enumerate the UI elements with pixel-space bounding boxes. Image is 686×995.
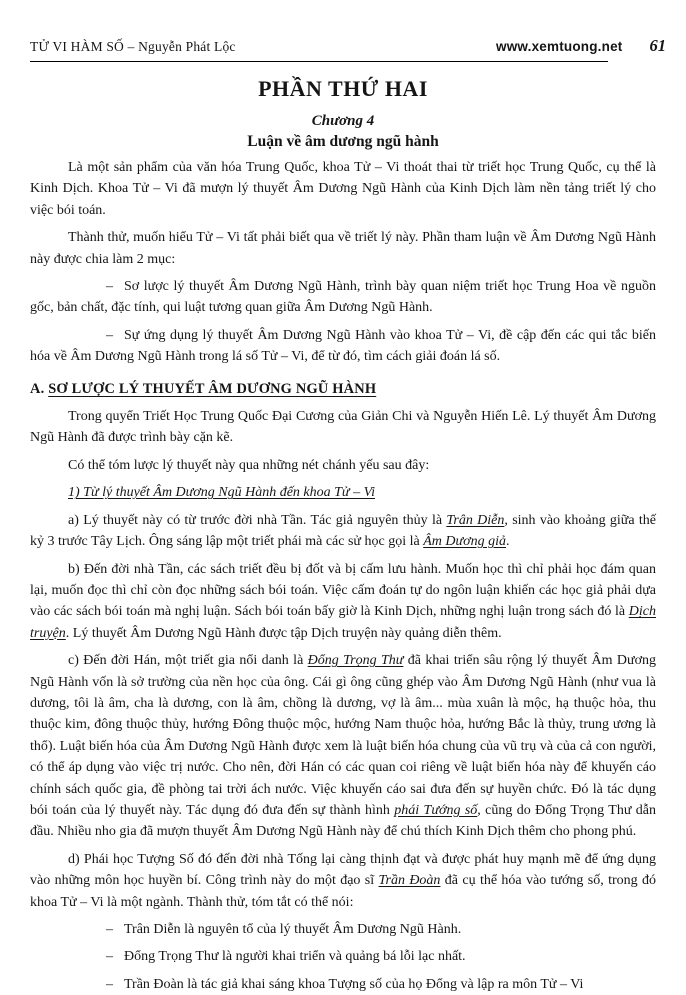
- text-segment: Dịch truyện: [30, 604, 656, 641]
- text-segment: , cũng do Đổng Trọng Thư dẫn đầu. Nhiều nho gia đã mượn thuyết Âm Dương Ngũ Hành này để chú thích Kinh Dịch thêm cho phong phú.: [30, 802, 657, 840]
- text-segment: đã khai triển sâu rộng lý thuyết Âm Dương Ngũ Hành vốn là sở trường của nền học của ông. Cái gì ông cũng ghép vào Âm Dương Ngũ Hành (như vua là dương, tôi là âm, cha là dương, con là âm, chồng là dương, vợ là âm... mùa xuân là mộc, hạ thuộc hỏa, thu thuộc kim, đông thuộc thủy, hướng Đông thuộc mộc, hướng Nam thuộc hỏa, hướng Bắc là thủy, trung ương là thổ). Luật biến hóa của Âm Dương Ngũ Hành được xem là luật biến hóa chung của vũ trụ và của cả con người, có thể áp dụng vào việc trị nước. Cho nên, đời Hán có các quan coi riêng về luật biến hóa này để khuyến cáo chính sách quốc gia, đề phòng tai trời ách nước. Việc khuyến cáo sai đưa đến sự huyền chức. Đó là tác dụng bói toán của lý thuyết này. Tác dụng đó đưa đến sự thành hình: [30, 653, 657, 818]
- text-segment: b) Đến đời nhà Tần, các sách triết đều bị đốt và bị cấm lưu hành. Muốn học thì chỉ phải học đám quan lại, muốn đọc thì chỉ còn đọc những sách bói toán. Việc cấm đoán tự do ngôn luận khiến các học giả phải dựa vào các sách bói toán mà nghị luận. Sách bói toán bấy giờ là Kinh Dịch, những nghị luận trong sách đó là: [30, 561, 656, 620]
- page-content: [30, 72, 656, 995]
- text-segment: , sinh vào khoảng giữa thế kỷ 3 trước Tây Lịch. Ông sáng lập một triết phái mà các sử học gọi là: [30, 512, 657, 550]
- paragraph-point-b: [30, 559, 656, 645]
- text-segment: SƠ LƯỢC LÝ THUYẾT ÂM DƯƠNG NGŨ HÀNH: [48, 380, 377, 397]
- text-segment: Âm Dương giả: [423, 534, 506, 550]
- header-right-group: [496, 36, 666, 56]
- paragraph-point-d: [30, 849, 656, 913]
- text-segment: phái Tướng số: [394, 802, 478, 818]
- text-segment: Trong quyển Triết Học Trung Quốc Đại Cương của Giản Chi và Nguyễn Hiến Lê. Lý thuyết Âm Dương Ngũ Hành đã được trình bày cặn kẽ.: [30, 409, 656, 446]
- text-segment: Đổng Trọng Thư: [307, 653, 404, 669]
- chapter-label: Chương 4: [311, 113, 375, 129]
- bullet-summary-2: [30, 946, 656, 967]
- part-title: PHẦN THỨ HAI: [258, 76, 428, 101]
- page-number: 61: [649, 36, 666, 55]
- text-segment: đã cụ thể hóa vào tướng số, trong đó khoa Tử – Vi là một ngành. Thành thử, tóm tắt có thể nói:: [30, 873, 656, 910]
- bullet-summary-3: [30, 974, 656, 995]
- text-segment: Trần Đoàn: [378, 873, 441, 889]
- text-segment: .: [506, 534, 510, 550]
- paragraph-a-1: [30, 406, 656, 449]
- body-text: [30, 157, 656, 995]
- text-segment: Là một sản phẩm của văn hóa Trung Quốc, khoa Tử – Vi thoát thai từ triết học Trung Quốc, cụ thể là Kinh Dịch. Khoa Tử – Vi đã mượn lý thuyết Âm Dương Ngũ Hành của Kinh Dịch làm nền tảng triết lý cho việc bói toán.: [30, 160, 656, 218]
- bullet-dash: –: [106, 949, 113, 965]
- text-segment: c) Đến đời Hán, một triết gia nổi danh là: [68, 653, 308, 669]
- bullet-dash: –: [106, 327, 113, 343]
- book-title: TỬ VI HÀM SỐ – Nguyễn Phát Lộc: [30, 39, 236, 54]
- text-segment: Trần Đoàn là tác giả khai sáng khoa Tượng số của họ Đổng và lập ra môn Tử – Vi: [124, 976, 584, 992]
- text-segment: 1) Từ lý thuyết Âm Dương Ngũ Hành đến khoa Tử – Vi: [68, 485, 375, 501]
- text-segment: Sự ứng dụng lý thuyết Âm Dương Ngũ Hành vào khoa Tử – Vi, đề cập đến các qui tắc biến hóa về Âm Dương Ngũ Hành trong lá số Tử – Vi, để từ đó, tìm cách giải đoán lá số.: [30, 327, 656, 365]
- subsection-heading-1: [30, 482, 656, 503]
- text-segment: d) Phái học Tượng Số đó đến đời nhà Tống lại càng thịnh đạt và được phát huy mạnh mẽ để ứng dụng vào những môn học huyền bí. Công trình này do một đạo sĩ: [30, 851, 656, 889]
- text-segment: . Lý thuyết Âm Dương Ngũ Hành được tập Dịch truyện này quảng diễn thêm.: [65, 625, 502, 641]
- paragraph-intro-2: [30, 227, 656, 270]
- website-url: www.xemtuong.net: [496, 39, 623, 54]
- paragraph-point-a: [30, 510, 656, 553]
- chapter-title: Luận về âm dương ngũ hành: [247, 133, 439, 150]
- paragraph-intro-1: [30, 157, 656, 221]
- text-segment: Có thể tóm lược lý thuyết này qua những nét chánh yếu sau đây:: [68, 457, 430, 473]
- text-segment: Trân Diễn: [446, 512, 505, 528]
- bullet-muc-1: [30, 276, 656, 319]
- bullet-dash: –: [106, 922, 113, 937]
- bullet-dash: –: [106, 976, 113, 992]
- text-segment: Thành thử, muốn hiểu Tử – Vi tất phải biết qua về triết lý này. Phần tham luận về Âm Dương Ngũ Hành này được chia làm 2 mục:: [30, 230, 656, 267]
- paragraph-a-2: [30, 455, 656, 476]
- text-segment: a) Lý thuyết này có từ trước đời nhà Tần. Tác giả nguyên thủy là: [68, 512, 447, 528]
- bullet-summary-1: [30, 919, 656, 940]
- page-header: [30, 36, 666, 56]
- text-segment: Đổng Trọng Thư là người khai triển và quảng bá lỗi lạc nhất.: [124, 949, 466, 965]
- header-divider: [30, 61, 608, 62]
- bullet-muc-2: [30, 325, 656, 368]
- text-segment: Trân Diễn là nguyên tổ của lý thuyết Âm Dương Ngũ Hành.: [124, 922, 462, 937]
- section-heading-a: [30, 379, 656, 400]
- text-segment: A.: [30, 380, 49, 397]
- bullet-dash: –: [106, 279, 113, 295]
- text-segment: Sơ lược lý thuyết Âm Dương Ngũ Hành, trình bày quan niệm triết học Trung Hoa về nguồn gốc, bản chất, đặc tính, qui luật tương quan giữa Âm Dương Ngũ Hành.: [30, 279, 656, 316]
- paragraph-point-c: [30, 650, 656, 843]
